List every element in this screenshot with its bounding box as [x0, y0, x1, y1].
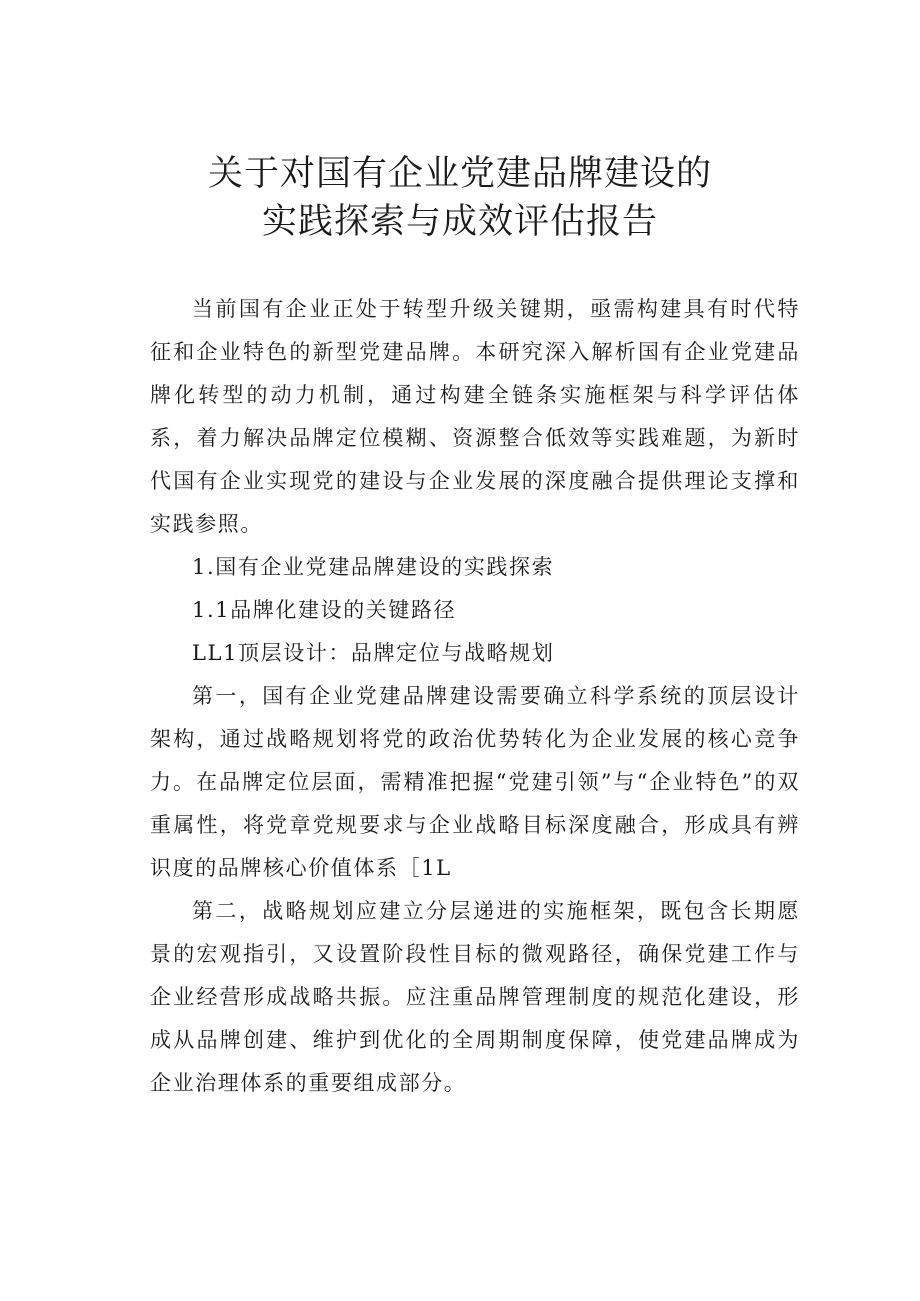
document-body: [150, 288, 800, 1105]
document-title: [0, 150, 920, 246]
abstract-paragraph: 当前国有企业正处于转型升级关键期，亟需构建具有时代特征和企业特色的新型党建品牌。本研究深入解析国有企业党建品牌化转型的动力机制，通过构建全链条实施框架与科学评估体系，着力解决品牌定位模糊、资源整合低效等实践难题，为新时代国有企业实现党的建设与企业发展的深度融合提供理论支撑和实践参照。: [150, 297, 800, 536]
section-heading-1-1: 1.1品牌化建设的关键路径: [192, 598, 457, 622]
title-line-2: 实践探索与成效评估报告: [261, 202, 658, 242]
title-line-1: 关于对国有企业党建品牌建设的: [207, 154, 712, 194]
body-paragraph-1: 第一，国有企业党建品牌建设需要确立科学系统的顶层设计架构，通过战略规划将党的政治优势转化为企业发展的核心竞争力。在品牌定位层面，需精准把握“党建引领”与“企业特色”的双重属性，将党章党规要求与企业战略目标深度融合，形成具有辨识度的品牌核心价值体系［1L: [150, 684, 800, 880]
section-heading-1-1-1: LL1顶层设计：品牌定位与战略规划: [192, 641, 555, 665]
body-paragraph-2: 第二，战略规划应建立分层递进的实施框架，既包含长期愿景的宏观指引，又设置阶段性目标的微观路径，确保党建工作与企业经营形成战略共振。应注重品牌管理制度的规范化建设，形成从品牌创建、维护到优化的全周期制度保障，使党建品牌成为企业治理体系的重要组成部分。: [150, 899, 800, 1095]
section-heading-1: 1.国有企业党建品牌建设的实践探索: [192, 555, 555, 579]
